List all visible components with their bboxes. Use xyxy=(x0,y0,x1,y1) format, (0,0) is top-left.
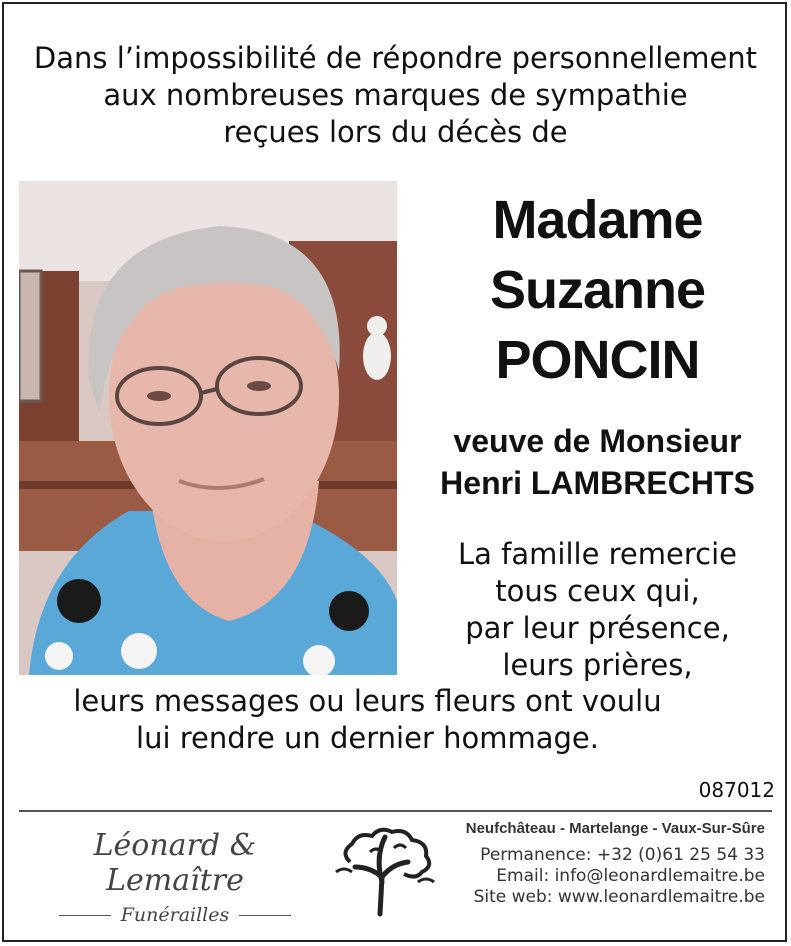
intro-line: Dans l’impossibilité de répondre personnellement xyxy=(33,41,758,75)
reference-number: 087012 xyxy=(698,778,775,802)
website-line: Site web: www.leonardlemaitre.be xyxy=(473,887,765,907)
funeral-home-towns: Neufchâteau - Martelange - Vaux-Sur-Sûre xyxy=(465,820,765,837)
divider xyxy=(59,915,111,916)
thanks-text-bottom xyxy=(0,683,735,757)
deceased-last-name: PONCIN xyxy=(495,330,700,390)
funeral-home-contact xyxy=(425,820,765,908)
funeral-home-subtitle: Funérailles xyxy=(120,904,230,926)
deceased-first-name: Suzanne xyxy=(489,260,706,320)
thanks-line: lui rendre un dernier hommage. xyxy=(136,721,599,755)
spouse-text xyxy=(420,420,775,504)
divider xyxy=(19,810,772,812)
thanks-line: leurs messages ou leurs fleurs ont voulu xyxy=(73,684,662,718)
thanks-line: tous ceux qui, xyxy=(495,574,700,608)
deceased-name xyxy=(420,185,775,395)
thanks-line: leurs prières, xyxy=(502,648,693,682)
funeral-home-logo xyxy=(30,828,320,926)
tree-icon xyxy=(330,822,440,917)
email-line: Email: info@leonardlemaitre.be xyxy=(496,866,765,886)
spouse-line: veuve de Monsieur xyxy=(453,423,742,459)
thanks-line: La famille remercie xyxy=(458,537,737,571)
phone-line: Permanence: +32 (0)61 25 54 33 xyxy=(480,845,765,865)
thanks-text xyxy=(420,536,775,684)
spouse-line: Henri LAMBRECHTS xyxy=(440,465,755,501)
portrait-photo xyxy=(19,181,397,675)
funeral-home-name: Léonard & Lemaître xyxy=(93,828,257,898)
intro-line: aux nombreuses marques de sympathie xyxy=(103,78,688,112)
funeral-home-subtitle-row xyxy=(30,904,320,926)
portrait-illustration xyxy=(19,181,397,675)
thanks-line: par leur présence, xyxy=(465,611,730,645)
divider xyxy=(239,915,291,916)
intro-text xyxy=(0,40,791,151)
deceased-title: Madame xyxy=(492,190,703,250)
intro-line: reçues lors du décès de xyxy=(223,115,568,149)
